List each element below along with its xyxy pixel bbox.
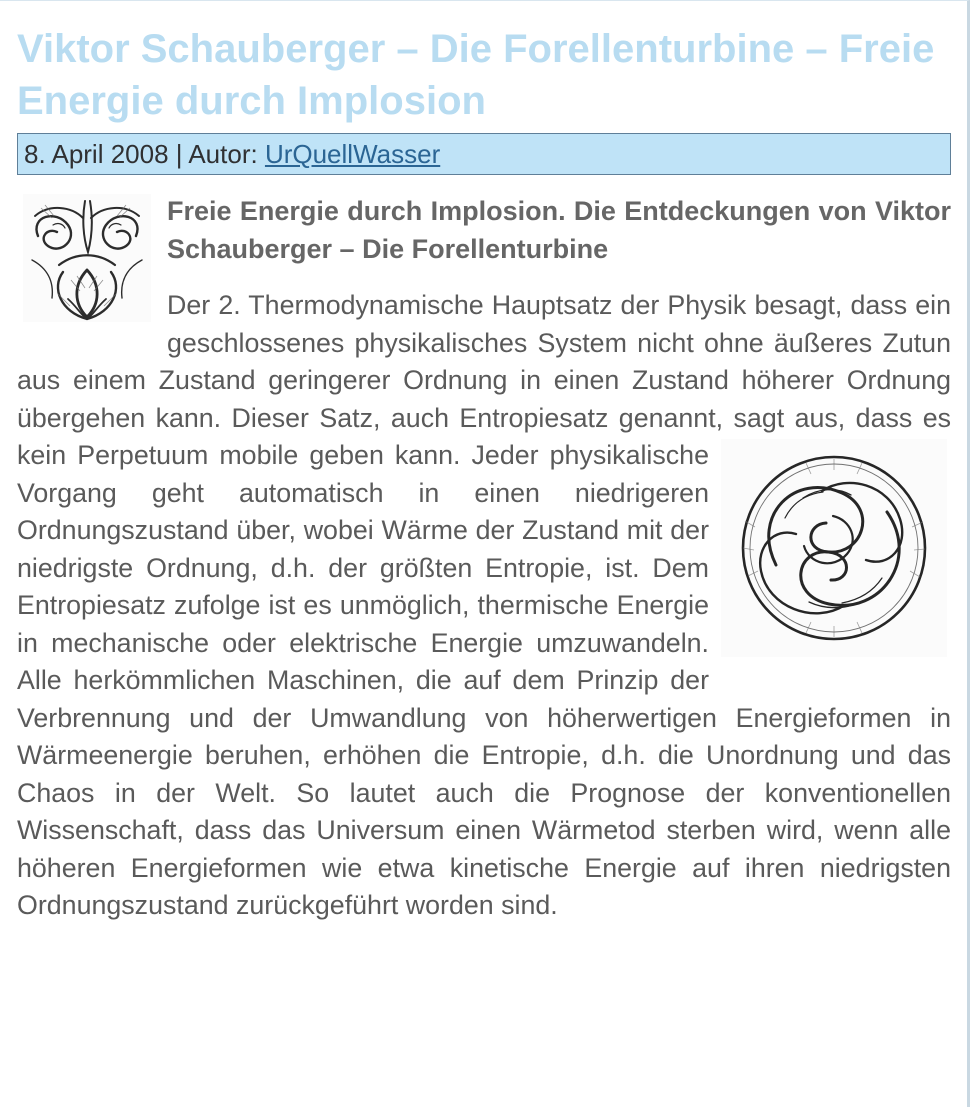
meta-separator: | [168, 139, 189, 169]
article-intro: Freie Energie durch Implosion. Die Entdeckungen von Viktor Schauberger – Die Forellenturbine [167, 196, 951, 264]
article-content [17, 192, 951, 925]
publish-date: 8. April 2008 [24, 139, 169, 169]
article-body-part-1: Der 2. Thermodynamische Hauptsatz der Physik besagt, dass ein geschlossenes physikalisches System nicht ohne äußeres Zutun aus einem Zustand geringerer Ordnung in einen Zustand höherer Ordnung übergehen kann. Dieser Satz, auch Entropiesatz genannt, sagt aus, dass es kein Perpetuum mobile geben kann. [17, 290, 951, 470]
vortex-face-sketch-image [23, 194, 151, 322]
article-meta [17, 133, 951, 175]
article-title[interactable]: Viktor Schauberger – Die Forellenturbine – Freie Energie durch Implosion [17, 27, 935, 123]
author-prefix: Autor: [188, 139, 265, 169]
article [17, 23, 951, 925]
article-body [17, 287, 951, 925]
article-body-part-2: Jeder physikalische Vorgang geht automatisch in einen niedrigeren Ordnungszustand über, wobei Wärme der Zustand mit der niedrigste Ordnung, d.h. der größten Entropie, ist. Dem Entropiesatz zufolge ist es unmöglich, thermische Energie in mechanische oder elektrische Energie umzuwandeln. Alle herkömmlichen Maschinen, die auf dem Prinzip der Verbrennung und der Umwandlung von höherwertigen Energieformen in Wärmeenergie beruhen, erhöhen die Entropie, d.h. die Unordnung und das Chaos in der Welt. So lautet auch die Prognose der konventionellen Wissenschaft, dass das Universum einen Wärmetod sterben wird, wenn alle höheren Energieformen wie etwa kinetische Energie auf ihren niedrigsten Ordnungszustand zurückgeführt worden sind. [17, 440, 951, 920]
author-link[interactable]: UrQuellWasser [264, 139, 441, 169]
circular-spiral-sketch-image [721, 439, 947, 657]
